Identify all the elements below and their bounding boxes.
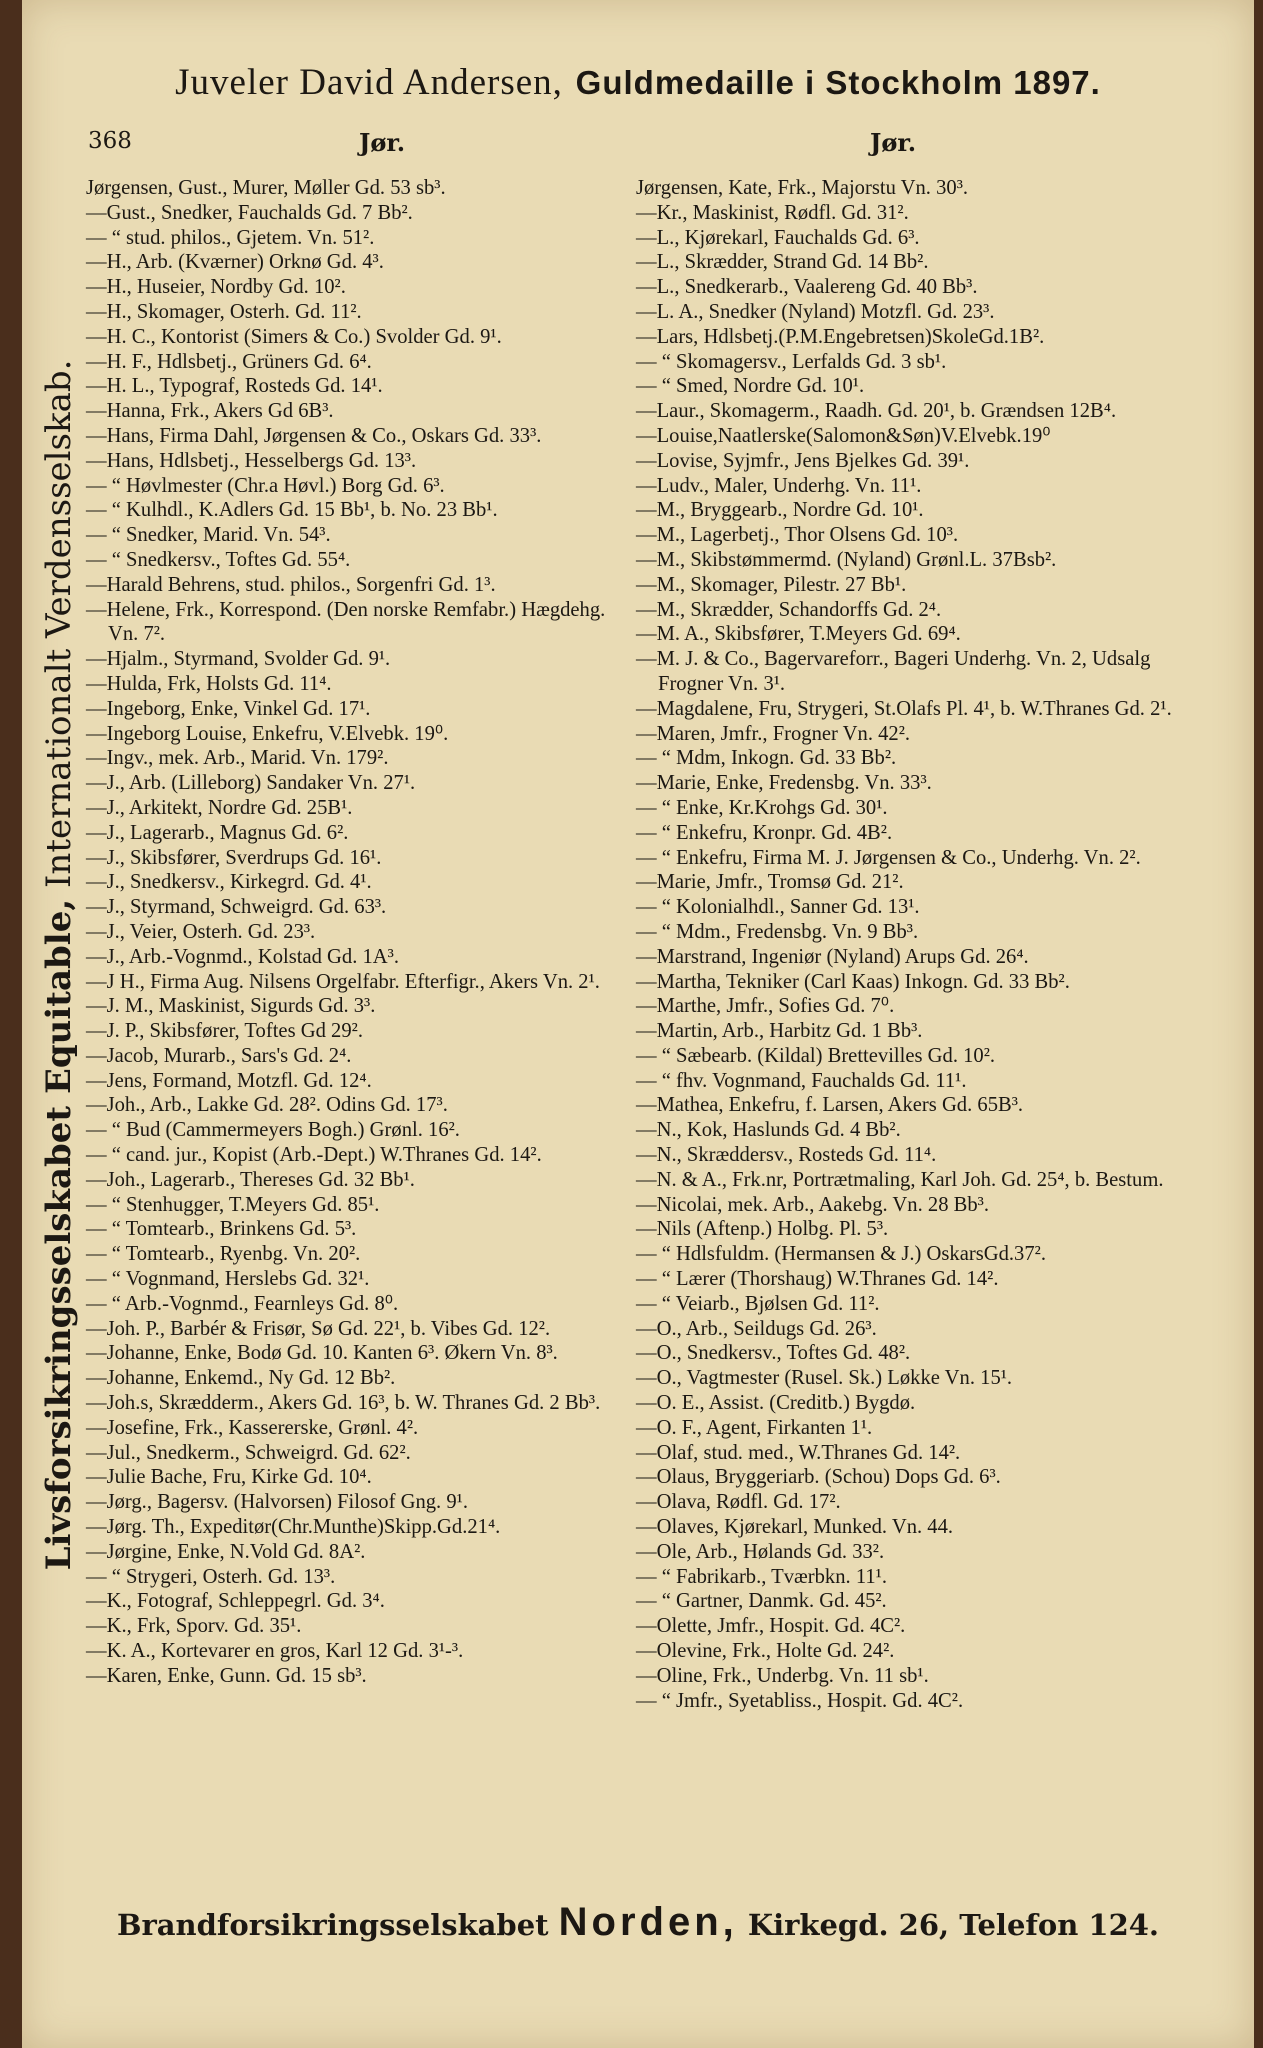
- directory-entry: — “ Mdm., Fredensbg. Vn. 9 Bb³.: [636, 920, 919, 943]
- directory-entry: —Louise,Naatlerske(Salomon&Søn)V.Elvebk.19⁰: [636, 424, 1051, 447]
- directory-entry: — “ Strygeri, Osterh. Gd. 13³.: [86, 1565, 336, 1588]
- directory-entry: — “ Enke, Kr.Krohgs Gd. 30¹.: [636, 796, 888, 819]
- directory-entry: — “ Enkefru, Firma M. J. Jørgensen & Co., Underhg. Vn. 2².: [636, 846, 1141, 869]
- directory-entry: —J., Lagerarb., Magnus Gd. 6².: [86, 821, 349, 844]
- directory-entry: —J H., Firma Aug. Nilsens Orgelfabr. Efterfigr., Akers Vn. 2¹.: [86, 970, 600, 993]
- directory-entry: —J. P., Skibsfører, Toftes Gd 29².: [86, 1020, 363, 1043]
- directory-entry: — “ Kolonialhdl., Sanner Gd. 13¹.: [636, 896, 920, 919]
- header-ad-medal: Guldmedaille i Stockholm 1897.: [575, 64, 1101, 101]
- directory-entry: —Olaus, Bryggeriarb. (Schou) Dops Gd. 6³.: [636, 1466, 1001, 1489]
- directory-entry: —Olaves, Kjørekarl, Munked. Vn. 44.: [636, 1516, 954, 1539]
- directory-entry: —Laur., Skomagerm., Raadh. Gd. 20¹, b. Grændsen 12B⁴.: [636, 400, 1117, 423]
- directory-entry: —H., Skomager, Osterh. Gd. 11².: [86, 300, 362, 323]
- directory-entry: — “ fhv. Vognmand, Fauchalds Gd. 11¹.: [636, 1069, 967, 1092]
- directory-entry: —L., Snedkerarb., Vaalereng Gd. 40 Bb³.: [636, 276, 978, 299]
- directory-entry: — “ Skomagersv., Lerfalds Gd. 3 sb¹.: [636, 350, 947, 373]
- header-ad-jeweler: Juveler David Andersen,: [175, 62, 563, 103]
- right-column: [636, 176, 1176, 1713]
- directory-entry: —Gust., Snedker, Fauchalds Gd. 7 Bb².: [86, 201, 413, 224]
- directory-entry: — “ Stenhugger, T.Meyers Gd. 85¹.: [86, 1193, 380, 1216]
- directory-entry: — “ Gartner, Danmk. Gd. 45².: [636, 1590, 887, 1613]
- directory-entry: —M., Skibstømmermd. (Nyland) Grønl.L. 37Bsb².: [636, 548, 1057, 571]
- directory-entry: — “ Mdm, Inkogn. Gd. 33 Bb².: [636, 747, 897, 770]
- directory-entry: —Johanne, Enkemd., Ny Gd. 12 Bb².: [86, 1367, 396, 1390]
- left-column-heading: Jør.: [359, 128, 406, 157]
- directory-entry: —Jens, Formand, Motzfl. Gd. 12⁴.: [86, 1069, 372, 1092]
- directory-entry: —Lars, Hdlsbetj.(P.M.Engebretsen)SkoleGd.1B².: [636, 325, 1045, 348]
- directory-entry: — “ Snedkersv., Toftes Gd. 55⁴.: [86, 548, 351, 571]
- directory-entry: —Maren, Jmfr., Frogner Vn. 42².: [636, 722, 911, 745]
- directory-entry: —Nicolai, mek. Arb., Aakebg. Vn. 28 Bb³.: [636, 1193, 989, 1216]
- directory-entry: — “ Høvlmester (Chr.a Høvl.) Borg Gd. 6³.: [86, 474, 445, 497]
- directory-entry: —Olava, Rødfl. Gd. 17².: [636, 1491, 841, 1514]
- directory-entry: —M. A., Skibsfører, T.Meyers Gd. 69⁴.: [636, 623, 961, 646]
- directory-entry: —Marie, Enke, Fredensbg. Vn. 33³.: [636, 772, 932, 795]
- directory-entry: —H. F., Hdlsbetj., Grüners Gd. 6⁴.: [86, 350, 372, 373]
- directory-entry: —J., Arb. (Lilleborg) Sandaker Vn. 27¹.: [86, 772, 416, 795]
- directory-entry: —K., Fotograf, Schleppegrl. Gd. 3⁴.: [86, 1590, 385, 1613]
- directory-entry: —Oline, Frk., Underbg. Vn. 11 sb¹.: [636, 1664, 929, 1687]
- directory-entry: —Olaf, stud. med., W.Thranes Gd. 14².: [636, 1441, 961, 1464]
- directory-entry: — “ cand. jur., Kopist (Arb.-Dept.) W.Thranes Gd. 14².: [86, 1144, 542, 1167]
- directory-entry: —J., Styrmand, Schweigrd. Gd. 63³.: [86, 896, 387, 919]
- directory-entry: —Hans, Hdlsbetj., Hesselbergs Gd. 13³.: [86, 449, 417, 472]
- left-column: [86, 176, 606, 1689]
- footer-ad-company: Brandforsikringsselskabet: [116, 1908, 549, 1942]
- directory-entry: —Harald Behrens, stud. philos., Sorgenfri Gd. 1³.: [86, 573, 496, 596]
- directory-entry: —N. & A., Frk.nr, Portrætmaling, Karl Joh. Gd. 25⁴, b. Bestum.: [636, 1168, 1164, 1191]
- directory-entry: — “ Arb.-Vognmd., Fearnleys Gd. 8⁰.: [86, 1292, 399, 1315]
- directory-entry: —K., Frk, Sporv. Gd. 35¹.: [86, 1615, 302, 1638]
- directory-entry: Jørgensen, Gust., Murer, Møller Gd. 53 sb³.: [86, 177, 446, 199]
- directory-entry: —Ludv., Maler, Underhg. Vn. 11¹.: [636, 474, 922, 497]
- directory-entry: —M. J. & Co., Bagervareforr., Bageri Underhg. Vn. 2, Udsalg Frogner Vn. 3¹.: [636, 648, 1151, 695]
- directory-entry: —Karen, Enke, Gunn. Gd. 15 sb³.: [86, 1664, 367, 1687]
- directory-entry: —Ingv., mek. Arb., Marid. Vn. 179².: [86, 747, 389, 770]
- directory-entry: —Helene, Frk., Korrespond. (Den norske Remfabr.) Hægdehg. Vn. 7².: [86, 598, 606, 646]
- directory-entry: —Joh., Lagerarb., Thereses Gd. 32 Bb¹.: [86, 1168, 415, 1191]
- directory-entry: —Hjalm., Styrmand, Svolder Gd. 9¹.: [86, 648, 391, 671]
- directory-entry: —L., Kjørekarl, Fauchalds Gd. 6³.: [636, 226, 920, 249]
- directory-entry: —J. M., Maskinist, Sigurds Gd. 3³.: [86, 995, 376, 1018]
- directory-entry: —J., Skibsfører, Sverdrups Gd. 16¹.: [86, 846, 382, 869]
- directory-entry: —O., Snedkersv., Toftes Gd. 48².: [636, 1342, 911, 1365]
- directory-entry: —Marie, Jmfr., Tromsø Gd. 21².: [636, 871, 904, 894]
- directory-entry: —O., Vagtmester (Rusel. Sk.) Løkke Vn. 15¹.: [636, 1367, 1013, 1390]
- directory-entry: —H., Huseier, Nordby Gd. 10².: [86, 276, 346, 299]
- directory-entry: —Kr., Maskinist, Rødfl. Gd. 31².: [636, 201, 909, 224]
- footer-advertisement: [22, 1900, 1254, 1945]
- directory-entry: —Jørg., Bagersv. (Halvorsen) Filosof Gng. 9¹.: [86, 1491, 468, 1514]
- directory-entry: — “ Vognmand, Herslebs Gd. 32¹.: [86, 1268, 370, 1291]
- footer-ad-name: Norden,: [558, 1900, 738, 1944]
- directory-entry: — “ Tomtearb., Brinkens Gd. 5³.: [86, 1218, 357, 1241]
- directory-entry: —O. E., Assist. (Creditb.) Bygdø.: [636, 1392, 916, 1415]
- directory-entry: Jørgensen, Kate, Frk., Majorstu Vn. 30³.: [636, 177, 969, 199]
- footer-ad-address: Kirkegd. 26, Telefon 124.: [747, 1908, 1160, 1942]
- directory-entry: —Nils (Aftenp.) Holbg. Pl. 5³.: [636, 1218, 889, 1241]
- directory-entry: — “ Smed, Nordre Gd. 10¹.: [636, 375, 865, 398]
- directory-entry: —H., Arb. (Kværner) Orknø Gd. 4³.: [86, 251, 384, 274]
- directory-entry: — “ Fabrikarb., Tværbkn. 11¹.: [636, 1565, 887, 1588]
- directory-entry: —Jul., Snedkerm., Schweigrd. Gd. 62².: [86, 1441, 411, 1464]
- directory-entry: —J., Snedkersv., Kirkegrd. Gd. 4¹.: [86, 871, 372, 894]
- directory-entry: —Joh.s, Skrædderm., Akers Gd. 16³, b. W. Thranes Gd. 2 Bb³.: [86, 1392, 601, 1415]
- directory-entry: —L., Skrædder, Strand Gd. 14 Bb².: [636, 251, 929, 274]
- directory-entry: —Ingeborg Louise, Enkefru, V.Elvebk. 19⁰.: [86, 722, 449, 745]
- directory-entry: —Marstrand, Ingeniør (Nyland) Arups Gd. 26⁴.: [636, 945, 1029, 968]
- side-ad-tagline: Internationalt Verdensselskab.: [39, 359, 79, 889]
- directory-entry: —Hulda, Frk, Holsts Gd. 11⁴.: [86, 672, 332, 695]
- header-advertisement: [22, 60, 1254, 104]
- directory-entry: —Martha, Tekniker (Carl Kaas) Inkogn. Gd. 33 Bb².: [636, 970, 1070, 993]
- directory-entry: —Hans, Firma Dahl, Jørgensen & Co., Oskars Gd. 33³.: [86, 424, 542, 447]
- directory-entry: —Hanna, Frk., Akers Gd 6B³.: [86, 400, 334, 423]
- directory-entry: —J., Veier, Osterh. Gd. 23³.: [86, 920, 316, 943]
- directory-entry: —Josefine, Frk., Kassererske, Grønl. 4².: [86, 1416, 419, 1439]
- directory-entry: —Joh. P., Barbér & Frisør, Sø Gd. 22¹, b. Vibes Gd. 12².: [86, 1317, 551, 1340]
- directory-entry: — “ Veiarb., Bjølsen Gd. 11².: [636, 1292, 880, 1315]
- directory-entry: —Ingeborg, Enke, Vinkel Gd. 17¹.: [86, 697, 371, 720]
- directory-entry: —O. F., Agent, Firkanten 1¹.: [636, 1416, 873, 1439]
- directory-entry: —Olevine, Frk., Holte Gd. 24².: [636, 1640, 895, 1663]
- directory-entry: —L. A., Snedker (Nyland) Motzfl. Gd. 23³.: [636, 300, 995, 323]
- directory-entry: — “ Tomtearb., Ryenbg. Vn. 20².: [86, 1243, 361, 1266]
- directory-entry: —M., Skomager, Pilestr. 27 Bb¹.: [636, 573, 907, 596]
- side-advertisement: [34, 359, 84, 1571]
- directory-entry: —M., Skrædder, Schandorffs Gd. 2⁴.: [636, 598, 942, 621]
- page-number: 368: [88, 128, 132, 154]
- directory-entry: —Ole, Arb., Hølands Gd. 33².: [636, 1540, 885, 1563]
- directory-entry: — “ Lærer (Thorshaug) W.Thranes Gd. 14².: [636, 1268, 999, 1291]
- directory-entry: —K. A., Kortevarer en gros, Karl 12 Gd. 3¹-³.: [86, 1640, 464, 1663]
- directory-entry: —Jørg. Th., Expeditør(Chr.Munthe)Skipp.Gd.21⁴.: [86, 1516, 501, 1539]
- directory-entry: — “ Snedker, Marid. Vn. 54³.: [86, 524, 331, 547]
- directory-entry: — “ Sæbearb. (Kildal) Brettevilles Gd. 10².: [636, 1044, 996, 1067]
- directory-entry: — “ Kulhdl., K.Adlers Gd. 15 Bb¹, b. No. 23 Bb¹.: [86, 499, 498, 522]
- directory-entry: —Joh., Arb., Lakke Gd. 28². Odins Gd. 17³.: [86, 1094, 448, 1117]
- directory-entry: —O., Arb., Seildugs Gd. 26³.: [636, 1317, 877, 1340]
- directory-entry: —J., Arb.-Vognmd., Kolstad Gd. 1A³.: [86, 945, 399, 968]
- directory-entry: — “ Enkefru, Kronpr. Gd. 4B².: [636, 821, 893, 844]
- directory-entry: — “ Jmfr., Syetabliss., Hospit. Gd. 4C².: [636, 1689, 964, 1712]
- directory-entry: —Jacob, Murarb., Sars's Gd. 2⁴.: [86, 1044, 352, 1067]
- directory-entry: —M., Bryggearb., Nordre Gd. 10¹.: [636, 499, 924, 522]
- directory-entry: —Jørgine, Enke, N.Vold Gd. 8A².: [86, 1540, 366, 1563]
- directory-entry: —N., Skræddersv., Rosteds Gd. 11⁴.: [636, 1144, 937, 1167]
- side-ad-company: Livsforsikringsselskabet Equitable,: [39, 898, 79, 1571]
- directory-entry: —Olette, Jmfr., Hospit. Gd. 4C².: [636, 1615, 906, 1638]
- directory-entry: —Johanne, Enke, Bodø Gd. 10. Kanten 6³. Økern Vn. 8³.: [86, 1342, 558, 1365]
- right-column-heading: Jør.: [870, 128, 917, 157]
- directory-entry: — “ stud. philos., Gjetem. Vn. 51².: [86, 226, 375, 249]
- directory-entry: — “ Bud (Cammermeyers Bogh.) Grønl. 16².: [86, 1119, 460, 1142]
- directory-entry: — “ Hdlsfuldm. (Hermansen & J.) OskarsGd.37².: [636, 1243, 1046, 1266]
- directory-entry: —Marthe, Jmfr., Sofies Gd. 7⁰.: [636, 995, 895, 1018]
- directory-entry: —Martin, Arb., Harbitz Gd. 1 Bb³.: [636, 1020, 923, 1043]
- directory-entry: —H. L., Typograf, Rosteds Gd. 14¹.: [86, 375, 383, 398]
- directory-entry: —J., Arkitekt, Nordre Gd. 25B¹.: [86, 796, 353, 819]
- directory-entry: —Lovise, Syjmfr., Jens Bjelkes Gd. 39¹.: [636, 449, 970, 472]
- directory-entry: —Mathea, Enkefru, f. Larsen, Akers Gd. 65B³.: [636, 1094, 1024, 1117]
- directory-page: [22, 0, 1254, 2048]
- directory-entry: —H. C., Kontorist (Simers & Co.) Svolder Gd. 9¹.: [86, 325, 502, 348]
- directory-entry: —Magdalene, Fru, Strygeri, St.Olafs Pl. 4¹, b. W.Thranes Gd. 2¹.: [636, 697, 1172, 720]
- directory-entry: —Julie Bache, Fru, Kirke Gd. 10⁴.: [86, 1466, 372, 1489]
- directory-entry: —M., Lagerbetj., Thor Olsens Gd. 10³.: [636, 524, 959, 547]
- directory-entry: —N., Kok, Haslunds Gd. 4 Bb².: [636, 1119, 901, 1142]
